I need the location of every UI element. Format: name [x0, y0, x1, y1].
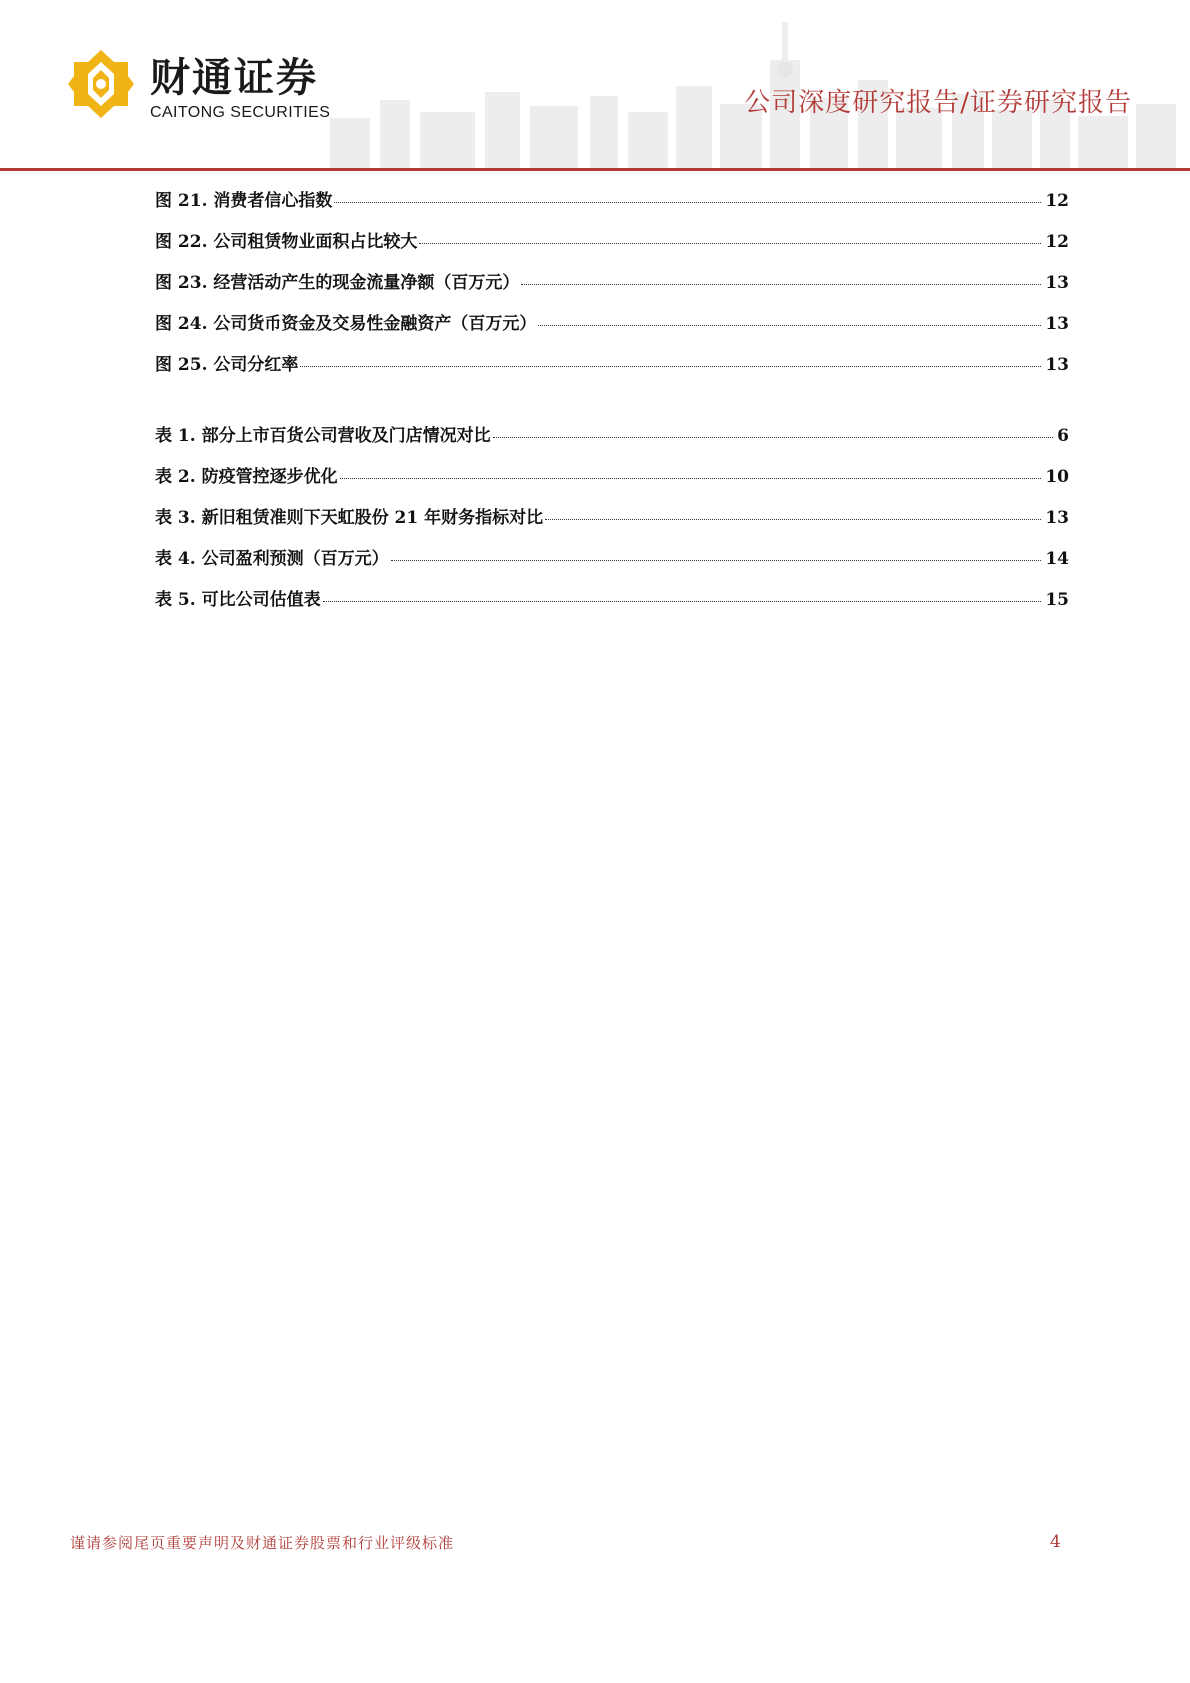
toc-entry-page: 13 — [1045, 273, 1069, 293]
toc-entry-title: 表 5. 可比公司估值表 — [155, 590, 321, 610]
toc-entry-title: 表 2. 防疫管控逐步优化 — [155, 467, 338, 487]
toc-entry-table-4[interactable] — [155, 544, 1069, 585]
dot-leader — [323, 601, 1042, 602]
figure-list — [155, 186, 1069, 391]
toc-entry-title: 图 23. 经营活动产生的现金流量净额（百万元） — [155, 273, 520, 293]
toc-entry-title: 图 25. 公司分红率 — [155, 355, 299, 375]
toc-entry-figure-21[interactable] — [155, 186, 1069, 227]
table-of-contents — [155, 186, 1069, 626]
caitong-logo-icon — [66, 48, 136, 120]
toc-entry-table-2[interactable] — [155, 462, 1069, 503]
table-list — [155, 421, 1069, 626]
toc-entry-figure-22[interactable] — [155, 227, 1069, 268]
toc-entry-page: 13 — [1045, 314, 1069, 334]
dot-leader — [493, 437, 1054, 438]
toc-entry-page: 13 — [1045, 508, 1069, 528]
toc-entry-figure-24[interactable] — [155, 309, 1069, 350]
header-divider — [0, 168, 1190, 171]
page-header — [0, 0, 1190, 172]
dot-leader — [521, 284, 1041, 285]
toc-entry-table-3[interactable] — [155, 503, 1069, 544]
toc-entry-title: 图 24. 公司货币资金及交易性金融资产（百万元） — [155, 314, 537, 334]
toc-entry-title: 表 1. 部分上市百货公司营收及门店情况对比 — [155, 426, 491, 446]
toc-entry-title: 表 4. 公司盈利预测（百万元） — [155, 549, 389, 569]
toc-entry-title: 表 3. 新旧租赁准则下天虹股份 21 年财务指标对比 — [155, 508, 544, 528]
toc-entry-page: 15 — [1045, 590, 1069, 610]
toc-entry-title: 图 21. 消费者信心指数 — [155, 191, 333, 211]
toc-entry-page: 12 — [1045, 232, 1069, 252]
toc-entry-page: 6 — [1057, 426, 1069, 446]
dot-leader — [300, 366, 1041, 367]
toc-entry-title: 图 22. 公司租赁物业面积占比较大 — [155, 232, 418, 252]
brand-name-english: CAITONG SECURITIES — [150, 104, 331, 121]
dot-leader — [340, 478, 1042, 479]
toc-entry-page: 10 — [1045, 467, 1069, 487]
toc-entry-figure-23[interactable] — [155, 268, 1069, 309]
toc-entry-page: 14 — [1045, 549, 1069, 569]
dot-leader — [391, 560, 1042, 561]
dot-leader — [419, 243, 1041, 244]
toc-entry-figure-25[interactable] — [155, 350, 1069, 391]
toc-entry-table-1[interactable] — [155, 421, 1069, 462]
brand-name-chinese: 财通证券 — [150, 55, 318, 101]
dot-leader — [545, 519, 1041, 520]
report-type-label: 公司深度研究报告/证券研究报告 — [744, 88, 1132, 118]
page-number: 4 — [1050, 1532, 1061, 1552]
toc-entry-page: 12 — [1045, 191, 1069, 211]
toc-entry-table-5[interactable] — [155, 585, 1069, 626]
footer-disclaimer: 谨请参阅尾页重要声明及财通证券股票和行业评级标准 — [70, 1534, 455, 1552]
toc-entry-page: 13 — [1045, 355, 1069, 375]
dot-leader — [334, 202, 1041, 203]
dot-leader — [538, 325, 1041, 326]
